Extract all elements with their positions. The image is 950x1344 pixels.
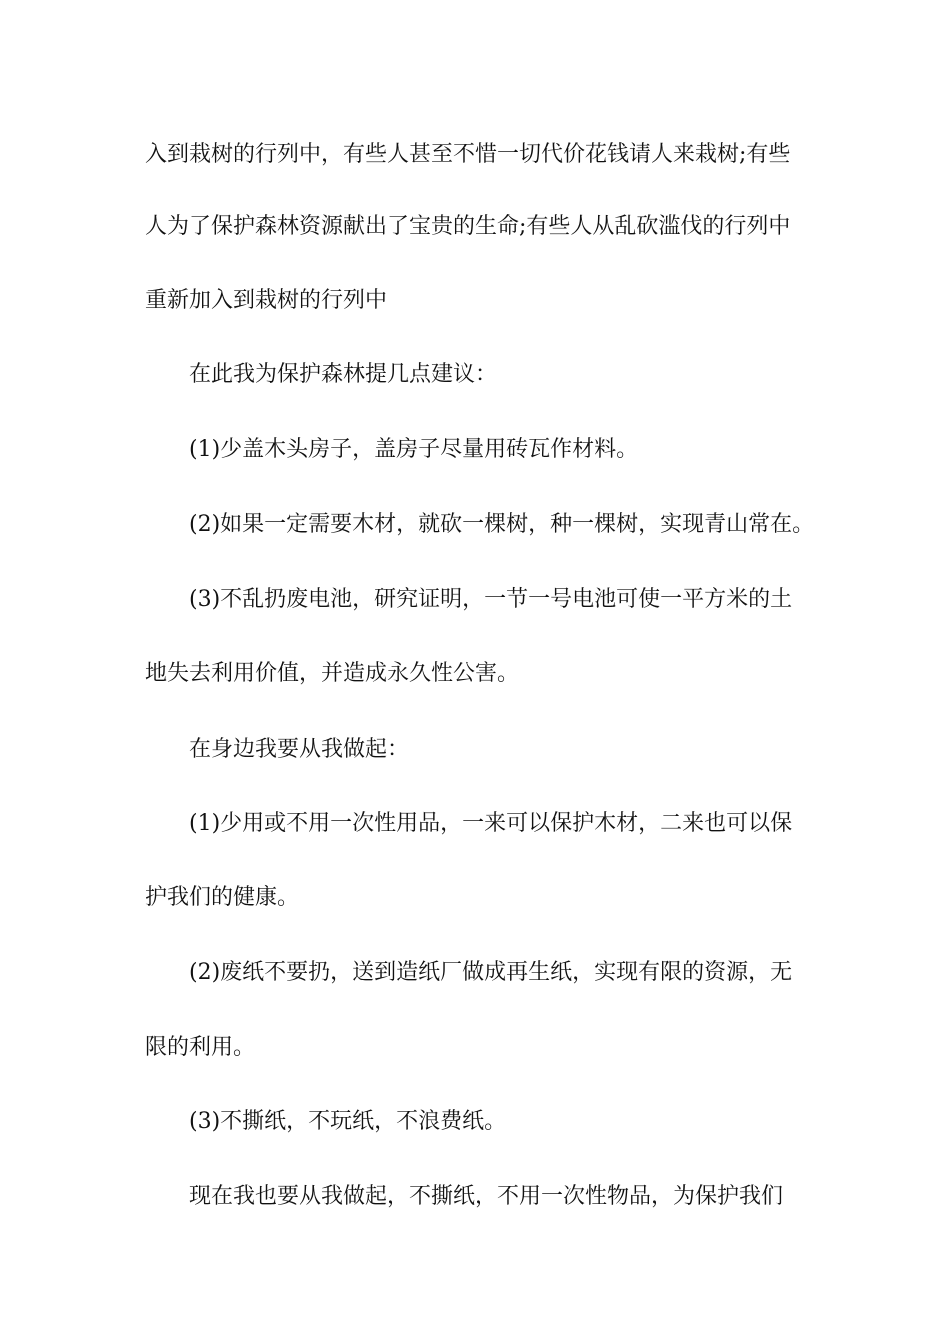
list-item: (1)少用或不用一次性用品，一来可以保护木材，二来也可以保 (189, 811, 793, 836)
text-line: 地失去利用价值，并造成永久性公害。 (145, 661, 520, 686)
paragraph-start: 在此我为保护森林提几点建议： (189, 362, 498, 387)
paragraph-start: 现在我也要从我做起，不撕纸，不用一次性物品，为保护我们 (189, 1184, 784, 1209)
text-line: 入到栽树的行列中，有些人甚至不惜一切代价花钱请人来栽树;有些 (145, 142, 791, 167)
text-line: 护我们的健康。 (145, 885, 300, 910)
list-item: (1)少盖木头房子，盖房子尽量用砖瓦作材料。 (189, 437, 639, 462)
text-line: 限的利用。 (145, 1035, 256, 1060)
paragraph-start: 在身边我要从我做起： (189, 737, 410, 762)
text-line: 人为了保护森林资源献出了宝贵的生命;有些人从乱砍滥伐的行列中 (145, 214, 791, 239)
list-item: (2)如果一定需要木材，就砍一棵树，种一棵树，实现青山常在。 (189, 512, 815, 537)
text-line: 重新加入到栽树的行列中 (145, 288, 388, 313)
list-item: (3)不撕纸，不玩纸，不浪费纸。 (189, 1109, 507, 1134)
list-item: (3)不乱扔废电池，研究证明，一节一号电池可使一平方米的土 (189, 587, 793, 612)
list-item: (2)废纸不要扔，送到造纸厂做成再生纸，实现有限的资源，无 (189, 960, 793, 985)
